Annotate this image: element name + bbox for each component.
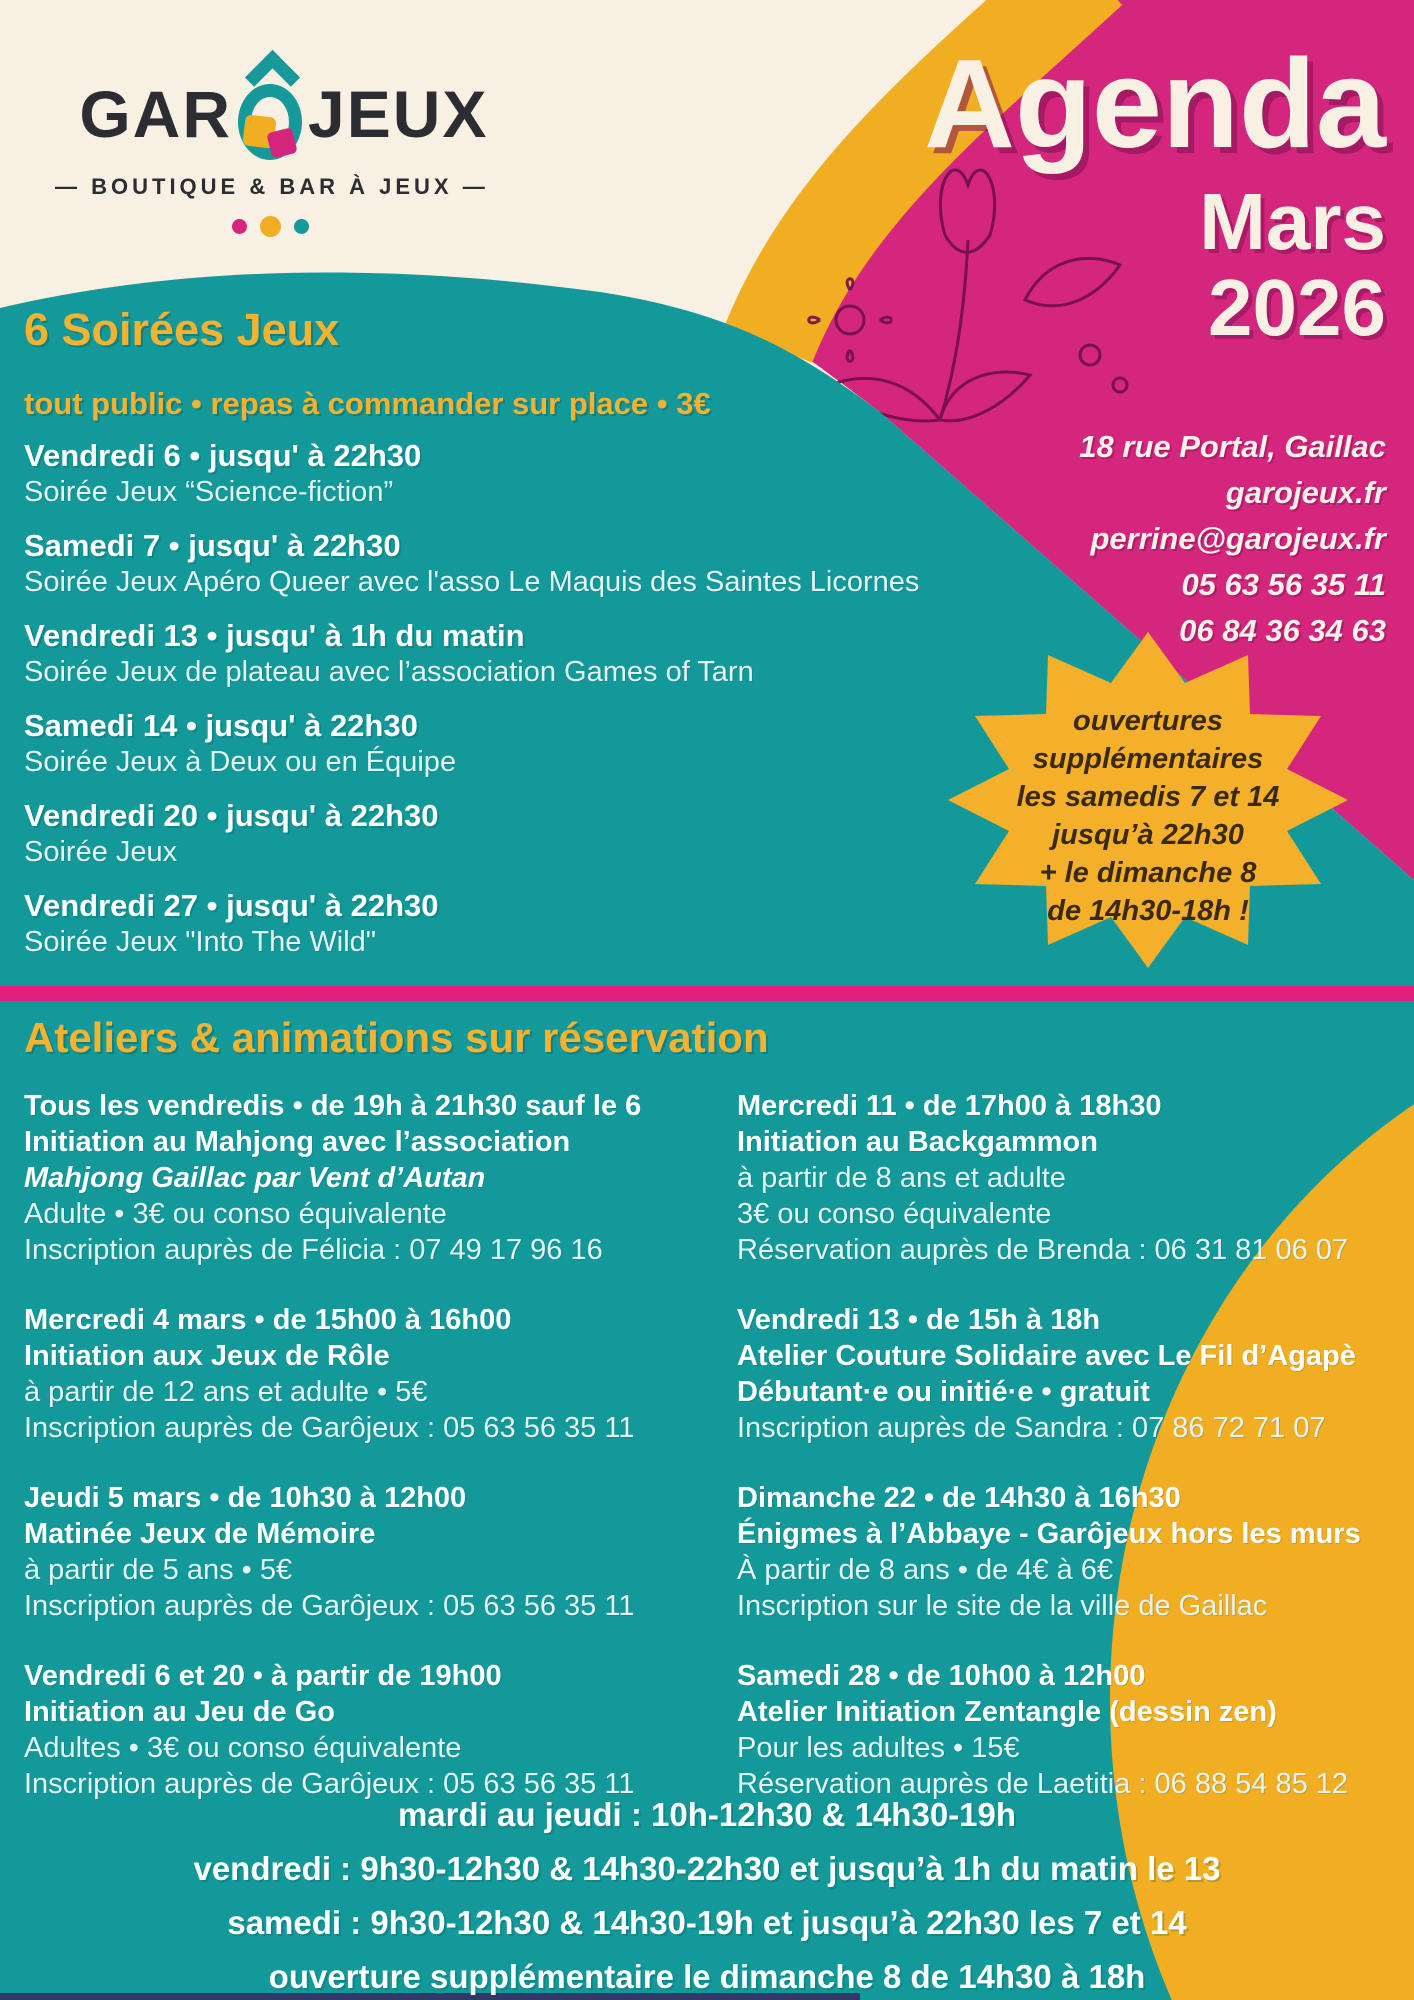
- contact-block: [1079, 424, 1386, 654]
- starburst-line: ouvertures: [1073, 705, 1223, 737]
- atelier-contact: Réservation auprès de Laetitia : 06 88 54 85 12: [737, 1768, 1349, 1800]
- atelier-title-line: Initiation au Mahjong avec l’association: [24, 1126, 571, 1158]
- ateliers-column-right: [737, 1088, 1407, 1836]
- ateliers-section-title: Ateliers & animations sur réservation: [24, 1014, 769, 1061]
- atelier-association: Mahjong Gaillac par Vent d’Autan: [24, 1162, 486, 1194]
- starburst-line: + le dimanche 8: [1039, 857, 1257, 889]
- atelier-contact: Inscription auprès de Garôjeux : 05 63 56 35 11: [24, 1768, 635, 1800]
- title-block: [923, 33, 1386, 352]
- event-desc: Soirée Jeux “Science-fiction”: [24, 476, 394, 508]
- atelier-item: [737, 1302, 1407, 1446]
- event-item: [24, 618, 1024, 690]
- atelier-date: Mercredi 4 mars • de 15h00 à 16h00: [24, 1304, 512, 1336]
- atelier-detail: Adultes • 3€ ou conso équivalente: [24, 1732, 462, 1764]
- starburst-line: les samedis 7 et 14: [1016, 781, 1280, 813]
- atelier-item: [737, 1658, 1407, 1802]
- atelier-title-line: Initiation aux Jeux de Rôle: [24, 1340, 390, 1372]
- address-text: 18 rue Portal, Gaillac: [1079, 429, 1386, 464]
- divider-bar: [0, 986, 1414, 1001]
- opening-hours: [0, 1788, 1414, 2000]
- email-text: perrine@garojeux.fr: [1090, 521, 1386, 556]
- brand-text-jeux: JEUX: [308, 77, 489, 151]
- event-desc: Soirée Jeux Apéro Queer avec l'asso Le Maquis des Saintes Licornes: [24, 566, 920, 598]
- atelier-date: Vendredi 6 et 20 • à partir de 19h00: [24, 1660, 502, 1692]
- event-item: [24, 888, 1024, 960]
- event-item: [24, 708, 1024, 780]
- atelier-title-text: Atelier Couture Solidaire avec: [737, 1340, 1158, 1372]
- atelier-detail: Adulte • 3€ ou conso équivalente: [24, 1198, 447, 1230]
- logo-dots: [55, 216, 485, 237]
- atelier-detail: à partir de 5 ans • 5€: [24, 1554, 293, 1586]
- atelier-detail: Débutant·e ou initié·e • gratuit: [737, 1376, 1150, 1408]
- atelier-title-line: Initiation au Jeu de Go: [24, 1696, 335, 1728]
- soirees-section-title: 6 Soirées Jeux: [24, 304, 340, 355]
- page-title: Agenda: [923, 33, 1386, 174]
- atelier-title-line: Énigmes à l’Abbaye - Garôjeux hors les murs: [737, 1518, 1361, 1550]
- logo: [55, 40, 489, 237]
- website-text: garojeux.fr: [1225, 475, 1386, 510]
- ateliers-column-left: [24, 1088, 714, 1836]
- phone-text-2: 06 84 36 34 63: [1179, 613, 1386, 648]
- starburst-line: jusqu’à 22h30: [1052, 819, 1244, 851]
- phone-text-1: 05 63 56 35 11: [1181, 567, 1386, 602]
- event-item: [24, 528, 1024, 600]
- atelier-date: Tous les vendredis • de 19h à 21h30 sauf le 6: [24, 1090, 642, 1122]
- brand-tagline: — BOUTIQUE & BAR À JEUX —: [55, 174, 489, 199]
- atelier-contact: Réservation auprès de Brenda : 06 31 81 06 07: [737, 1234, 1349, 1266]
- atelier-detail: À partir de 8 ans • de 4€ à 6€: [737, 1554, 1114, 1586]
- hours-line: mardi au jeudi : 10h-12h30 & 14h30-19h: [397, 1796, 1017, 1833]
- atelier-detail: à partir de 12 ans et adulte • 5€: [24, 1376, 428, 1408]
- event-desc: Soirée Jeux "Into The Wild": [24, 926, 377, 958]
- brand-text-gar: GAR: [79, 77, 232, 151]
- event-date: Vendredi 20 • jusqu' à 22h30: [24, 798, 439, 833]
- atelier-date: Jeudi 5 mars • de 10h30 à 12h00: [24, 1482, 467, 1514]
- atelier-date: Dimanche 22 • de 14h30 à 16h30: [737, 1482, 1181, 1514]
- hours-line: vendredi : 9h30-12h30 & 14h30-22h30 et jusqu’à 1h du matin le 13: [193, 1850, 1221, 1887]
- atelier-title-line: Initiation au Backgammon: [737, 1126, 1098, 1158]
- brand-o-dice-icon: [234, 58, 306, 166]
- event-date: Samedi 14 • jusqu' à 22h30: [24, 708, 418, 743]
- brand-wordmark: [55, 40, 489, 158]
- event-date: Samedi 7 • jusqu' à 22h30: [24, 528, 401, 563]
- event-date: Vendredi 27 • jusqu' à 22h30: [24, 888, 439, 923]
- event-desc: Soirée Jeux: [24, 836, 178, 868]
- atelier-date: Mercredi 11 • de 17h00 à 18h30: [737, 1090, 1162, 1122]
- atelier-item: [24, 1480, 714, 1624]
- atelier-item: [24, 1658, 714, 1802]
- hours-line: samedi : 9h30-12h30 & 14h30-19h et jusqu’à 22h30 les 7 et 14: [227, 1904, 1187, 1941]
- atelier-contact: Inscription auprès de Sandra : 07 86 72 71 07: [737, 1412, 1326, 1444]
- atelier-contact: Inscription auprès de Garôjeux : 05 63 56 35 11: [24, 1412, 635, 1444]
- atelier-contact: Inscription auprès de Félicia : 07 49 17 96 16: [24, 1234, 603, 1266]
- event-date: Vendredi 13 • jusqu' à 1h du matin: [24, 618, 525, 653]
- atelier-detail: à partir de 8 ans et adulte: [737, 1162, 1066, 1194]
- atelier-association: Le Fil d’Agapè: [1157, 1340, 1356, 1372]
- event-desc: Soirée Jeux de plateau avec l’association Games of Tarn: [24, 656, 754, 688]
- atelier-date: Vendredi 13 • de 15h à 18h: [737, 1304, 1101, 1336]
- magenta-dot-icon: [232, 219, 247, 234]
- yellow-dot-icon: [260, 216, 281, 237]
- hours-line: ouverture supplémentaire le dimanche 8 de 14h30 à 18h: [268, 1958, 1146, 1995]
- atelier-contact: Inscription auprès de Garôjeux : 05 63 56 35 11: [24, 1590, 635, 1622]
- atelier-title-line: Atelier Initiation Zentangle (dessin zen): [737, 1696, 1277, 1728]
- atelier-item: [24, 1088, 714, 1268]
- title-year: 2026: [1208, 262, 1386, 352]
- starburst-line: supplémentaires: [1032, 743, 1264, 775]
- atelier-title-line: Matinée Jeux de Mémoire: [24, 1518, 376, 1550]
- atelier-title-line: [737, 1338, 1407, 1374]
- atelier-detail: Pour les adultes • 15€: [737, 1732, 1020, 1764]
- event-item: [24, 438, 1024, 510]
- starburst-line: de 14h30-18h !: [1047, 895, 1249, 927]
- teal-dot-icon: [294, 219, 309, 234]
- atelier-item: [737, 1480, 1407, 1624]
- atelier-contact: Inscription sur le site de la ville de Gaillac: [737, 1590, 1268, 1622]
- starburst-badge: [966, 702, 1330, 930]
- title-month: Mars: [1199, 176, 1386, 266]
- atelier-item: [737, 1088, 1407, 1268]
- atelier-detail: 3€ ou conso équivalente: [737, 1198, 1052, 1230]
- atelier-date: Samedi 28 • de 10h00 à 12h00: [737, 1660, 1146, 1692]
- event-desc: Soirée Jeux à Deux ou en Équipe: [24, 746, 457, 778]
- event-item: [24, 798, 1024, 870]
- atelier-item: [24, 1302, 714, 1446]
- soirees-section-subtitle: tout public • repas à commander sur place • 3€: [24, 386, 711, 421]
- event-date: Vendredi 6 • jusqu' à 22h30: [24, 438, 422, 473]
- soirees-event-list: [24, 438, 1024, 978]
